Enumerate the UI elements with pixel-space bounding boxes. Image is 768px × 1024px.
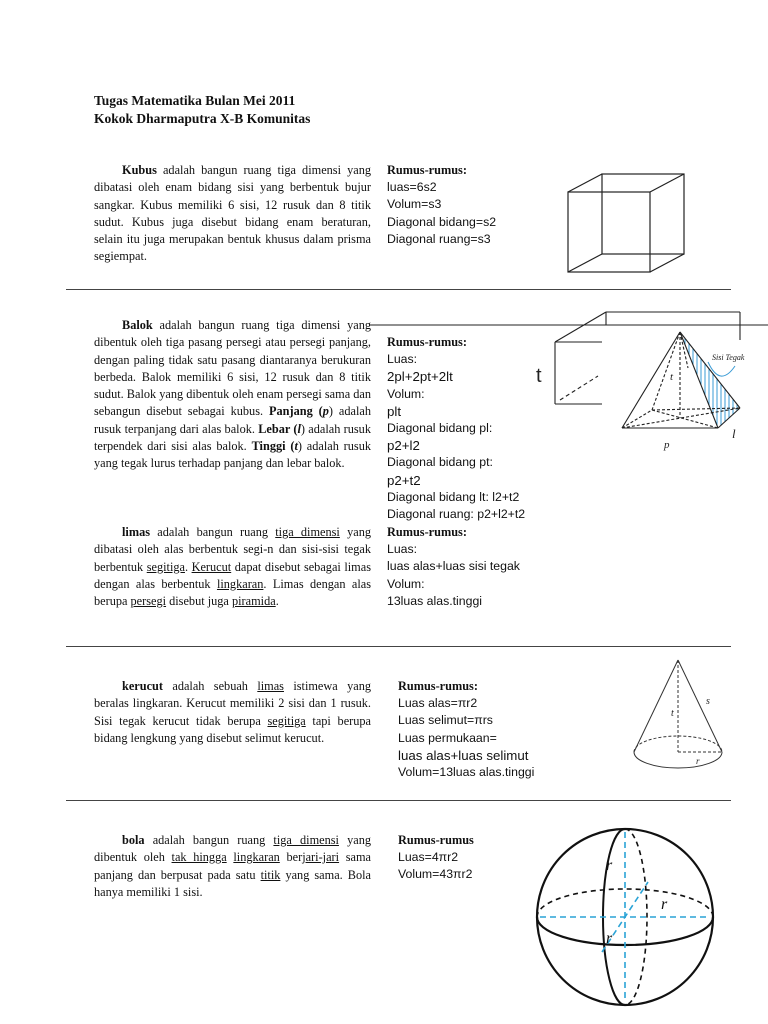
cuboid-label-t: t [536,365,542,387]
bola-formula-title: Rumus-rumus [398,833,474,847]
kerucut-term: kerucut [122,679,163,693]
balok-text: ) adalah rusuk yang tegak lurus terhadap panjang dan lebar balok. [94,439,371,471]
kubus-text: adalah bangun ruang tiga dimensi yang dibatasi oleh enam bidang sisi yang berbentuk bujur sangkar. Kubus memiliki 6 sisi, 12 rusuk dan 8 titik sudut. Kubus juga disebut bidang enam beraturan, selain itu juga merupakan bentuk khusus dalam prisma segiempat. [94,163,371,264]
balok-formula: p2+t2 [387,472,421,488]
bola-text: ber [279,850,303,865]
bola-term: bola [122,833,145,847]
balok-p: p [322,404,329,419]
limas-term: limas [122,525,151,539]
limas-formula: 13luas alas.tinggi [387,593,483,608]
bola-formula: Luas=4πr2 [398,850,459,865]
bola-text: yang sama. Bola hanya memiliki 1 sisi. [94,867,371,899]
limas-text: disebut juga [166,594,232,609]
divider [66,800,731,801]
balok-formula: Diagonal ruang: p2+l2+t2 [387,507,526,522]
kerucut-formula-title: Rumus-rumus: [398,679,478,693]
balok-term: Balok [122,318,153,332]
kerucut-formula: Luas alas=πr2 [398,696,478,711]
limas-text: dapat disebut sebagai limas dengan alas berbentuk [94,559,371,591]
kubus-formula: Volum=s3 [387,197,442,212]
link-limas[interactable]: limas [257,679,284,693]
kerucut-text: adalah sebuah [163,679,258,693]
link-piramida[interactable]: piramida [231,594,276,609]
balok-l: l [297,421,301,436]
cone-label-s: s [706,696,710,707]
limas-text: . Limas dengan alas berupa [94,576,371,609]
kubus-formula-title: Rumus-rumus: [387,163,467,177]
link-tak-hingga[interactable]: tak hingga [171,850,227,865]
balok-formula: Diagonal bidang pl: [387,421,493,436]
kubus-formulas [387,162,567,248]
limas-formula: Luas: [387,542,418,557]
kerucut-formula: Volum=13luas alas.tinggi [398,765,535,780]
limas-paragraph [94,524,371,610]
cone-diagram [628,656,738,776]
balok-formula: Diagonal bidang pt: [387,455,493,470]
kubus-formula: Diagonal ruang=s3 [387,231,491,246]
doc-author: Kokok Dharmaputra X-B Komunitas [94,111,311,126]
limas-formulas [387,524,587,610]
link-persegi[interactable]: persegi [130,594,167,609]
link-tiga-dimensi[interactable]: tiga dimensi [275,525,340,539]
pyramid-diagram [600,318,768,458]
link-titik[interactable]: titik [260,867,281,882]
balok-panjang: Panjang ( [268,404,323,419]
sphere-label-r-right: r [661,896,668,913]
bola-paragraph [94,832,371,901]
balok-t: t [294,439,298,454]
divider [66,289,731,290]
sphere-diagram [530,820,720,1020]
limas-text: yang dibatasi oleh alas berbentuk segi-n dan sisi-sisi tegak berbentuk [94,525,371,574]
kubus-formula: Diagonal bidang=s2 [387,214,497,229]
cube-diagram [560,170,710,280]
kubus-formula: luas=6s2 [387,180,437,195]
kerucut-formula: luas alas+luas selimut [398,747,529,763]
balok-formula: p2+l2 [387,438,420,454]
doc-title: Tugas Matematika Bulan Mei 2011 [94,93,296,108]
balok-formula: 2pl+2pt+2lt [387,369,453,385]
pyramid-label-sisi-tegak: Sisi Tegak [712,353,745,362]
kerucut-formula: Luas permukaan= [398,730,497,745]
balok-tinggi: Tinggi ( [251,439,295,454]
link-lingkaran[interactable]: lingkaran [216,576,264,591]
bola-text: yang dibentuk oleh [94,833,371,865]
link-segitiga[interactable]: segitiga [146,559,185,574]
pyramid-label-t: t [670,371,674,383]
cone-label-t: t [671,708,674,719]
kerucut-text: tapi berupa bidang lengkung yang disebut selimut kerucut. [94,713,371,745]
balok-formula: Volum: [387,386,425,401]
divider [66,646,731,647]
kerucut-formulas [398,678,598,781]
kerucut-paragraph [94,678,371,747]
link-lingkaran[interactable]: lingkaran [233,850,280,865]
limas-formula-title: Rumus-rumus: [387,525,467,539]
bola-text: adalah bangun ruang [144,833,274,847]
cone-label-r: r [696,756,700,766]
sphere-label-r-bottom: r [606,930,613,947]
balok-text: adalah bangun ruang tiga dimensi yang dibentuk oleh tiga pasang persegi atau persegi panjang, dengan paling tidak satu pasang diantaranya berukuran berbeda. Balok memiliki 6 sisi, 12 rusuk dan 8 titik sudut. Balok yang dibentuk oleh enam persegi sama dan sebangun disebut sebagai kubus. [94,318,371,419]
balok-lebar: Lebar ( [258,421,298,436]
kerucut-formula: Luas selimut=πrs [398,713,493,728]
limas-text: . [184,559,192,574]
balok-formula: Diagonal bidang lt: l2+t2 [387,489,520,504]
sphere-label-r-top: r [606,857,613,874]
link-segitiga[interactable]: segitiga [267,713,306,728]
balok-paragraph [94,317,371,473]
balok-formula: plt [387,403,402,419]
pyramid-label-l: l [732,426,736,441]
balok-formula-title: Rumus-rumus: [387,335,467,349]
link-kerucut[interactable]: Kerucut [191,559,232,574]
pyramid-label-p: p [664,439,670,451]
link-tiga-dimensi[interactable]: tiga dimensi [273,833,339,847]
limas-text: adalah bangun ruang [150,525,276,539]
bola-text: sama panjang dan berpusat pada satu [94,850,371,882]
limas-formula: Volum: [387,576,425,591]
kubus-paragraph [94,162,371,266]
bola-formula: Volum=43πr2 [398,867,473,882]
balok-formula: Luas: [387,352,418,367]
link-jari-jari[interactable]: jari-jari [302,850,340,865]
balok-text: ) adalah rusuk terpendek dari sisi alas balok. [94,421,371,454]
limas-formula: luas alas+luas sisi tegak [387,559,520,574]
balok-text: ) adalah rusuk terpanjang dari alas balok. [94,404,371,436]
limas-text: . [275,594,279,609]
kerucut-text: istimewa yang beralas lingkaran. Kerucut memiliki 2 sisi dan 1 rusuk. Sisi tegak kerucut tidak berupa [94,679,371,728]
kubus-term: Kubus [122,163,157,177]
